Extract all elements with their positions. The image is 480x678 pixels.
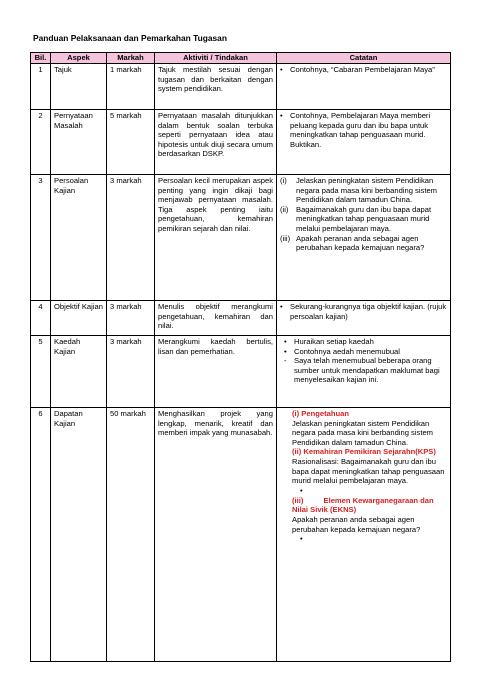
cell-catatan	[277, 301, 451, 336]
bullet-mark: •	[300, 534, 303, 544]
list-number: (iii)	[280, 233, 291, 243]
cell-markah: 50 markah	[107, 408, 155, 662]
cell-markah: 1 markah	[107, 64, 155, 110]
cell-bil: 1	[31, 64, 51, 110]
list-number: (i)	[280, 176, 287, 185]
cell-aspek: Tajuk	[51, 64, 107, 110]
bullet-mark: •	[280, 302, 283, 311]
section-heading	[280, 496, 447, 515]
list-item: Bagaimanakah guru dan ibu bapa dapat meningkatkan tahap penguasaan murid melalui pembelajaran maya.	[296, 204, 432, 233]
header-aspek: Aspek	[51, 53, 107, 64]
cell-markah: 3 markah	[107, 175, 155, 301]
page-title: Panduan Pelaksanaan dan Pemarkahan Tugasan	[33, 33, 227, 43]
cell-aspek: Dapatan Kajian	[51, 408, 107, 662]
catatan-text: Contohnya, Pembelajaran Maya memberi peluang kepada guru dan ibu bapa untuk meningkatkan tahap penguasaan murid. Buktikan.	[290, 111, 431, 149]
cell-markah: 5 markah	[107, 110, 155, 175]
section-text: Rasionalisasi: Bagaimanakah guru dan ibu bapa dapat meningkatkan tahap penguasaan murid melalui pembelajaran maya.	[292, 456, 445, 486]
table-row	[31, 64, 451, 110]
catatan-text: Contohnya, “Cabaran Pembelajaran Maya”	[290, 65, 435, 74]
list-item: Jelaskan peningkatan sistem Pendidikan negara pada masa kini berbanding sistem Pendidikan dalam tamadun China.	[296, 176, 437, 205]
bullet-mark: •	[300, 485, 303, 495]
cell-bil: 2	[31, 110, 51, 175]
cell-bil: 3	[31, 175, 51, 301]
catatan-text: Huraikan setiap kaedah	[294, 337, 374, 346]
cell-aktiviti: Menulis objektif merangkumi pengetahuan, kemahiran dan nilai.	[155, 301, 277, 336]
cell-aspek: Persoalan Kajian	[51, 175, 107, 301]
section-heading: (i) Pengetahuan	[292, 409, 349, 418]
cell-catatan	[277, 110, 451, 175]
list-number: (ii)	[280, 204, 289, 214]
cell-aktiviti: Pernyataan masalah ditunjukkan dalam bentuk soalan terbuka seperti pernyataan idea atau hipotesis untuk diuji secara umum berdasarkan DSKP.	[155, 110, 277, 175]
header-catatan: Catatan	[277, 53, 451, 64]
section-heading: (ii) Kemahiran Pemikiran Sejarahn(KPS)	[292, 447, 436, 457]
table-row	[31, 336, 451, 408]
bullet-mark: •	[284, 346, 287, 356]
cell-aktiviti: Persoalan kecil merupakan aspek penting yang ingin dikaji bagi menjawab pernyataan masalah. Tiga aspek penting iaitu pengetahuan, kemahiran pemikiran sejarah dan nilai.	[155, 175, 277, 301]
catatan-text: Sekurang-kurangnya tiga objektif kajian. (rujuk persoalan kajian)	[290, 302, 447, 321]
cell-markah: 3 markah	[107, 336, 155, 408]
cell-aspek: Kaedah Kajian	[51, 336, 107, 408]
section-text: Apakah peranan anda sebagai agen perubahan kepada kemajuan negara?	[292, 514, 421, 534]
section-title: Elemen Kewarganegaraan dan Nilai Sivik (EKNS)	[292, 495, 434, 515]
table-row	[31, 175, 451, 301]
bullet-mark: •	[280, 65, 283, 74]
cell-aspek: Objektif Kajian	[51, 301, 107, 336]
cell-aktiviti: Menghasilkan projek yang lengkap, menarik, kreatif dan memberi impak yang munasabah.	[155, 408, 277, 662]
assessment-table	[30, 52, 451, 662]
catatan-text: Contohnya aedah menemubual	[294, 346, 400, 356]
catatan-text: Saya telah menemubual beberapa orang sumber untuk mendapatkan maklumat bagi menyelesaikan kajian ini.	[294, 356, 440, 385]
cell-aktiviti: Merangkumi kaedah bertulis, lisan dan pemerhatian.	[155, 336, 277, 408]
dash-mark: -	[284, 356, 287, 366]
cell-bil: 4	[31, 301, 51, 336]
cell-bil: 5	[31, 336, 51, 408]
section-number: (iii)	[292, 495, 304, 505]
section-text: Jelaskan peningkatan sistem Pendidikan negara pada masa kini berbanding sistem Pendidikan dalam tamadun China.	[292, 418, 433, 447]
cell-markah: 3 markah	[107, 301, 155, 336]
cell-aspek: Pernyataan Masalah	[51, 110, 107, 175]
table-row	[31, 110, 451, 175]
cell-aktiviti: Tajuk mestilah sesuai dengan tugasan dan berkaitan dengan system pendidikan.	[155, 64, 277, 110]
table-row	[31, 408, 451, 662]
table-header-row	[31, 53, 451, 64]
bullet-mark: •	[284, 337, 287, 346]
cell-bil: 6	[31, 408, 51, 662]
cell-catatan	[277, 64, 451, 110]
list-item: Apakah peranan anda sebagai agen perubahan kepada kemajuan negara?	[296, 233, 425, 253]
header-bil: Bil.	[31, 53, 51, 64]
cell-catatan	[277, 175, 451, 301]
header-markah: Markah	[107, 53, 155, 64]
header-aktiviti: Aktiviti / Tindakan	[155, 53, 277, 64]
cell-catatan	[277, 408, 451, 662]
bullet-mark: •	[280, 111, 283, 120]
cell-catatan	[277, 336, 451, 408]
table-row	[31, 301, 451, 336]
